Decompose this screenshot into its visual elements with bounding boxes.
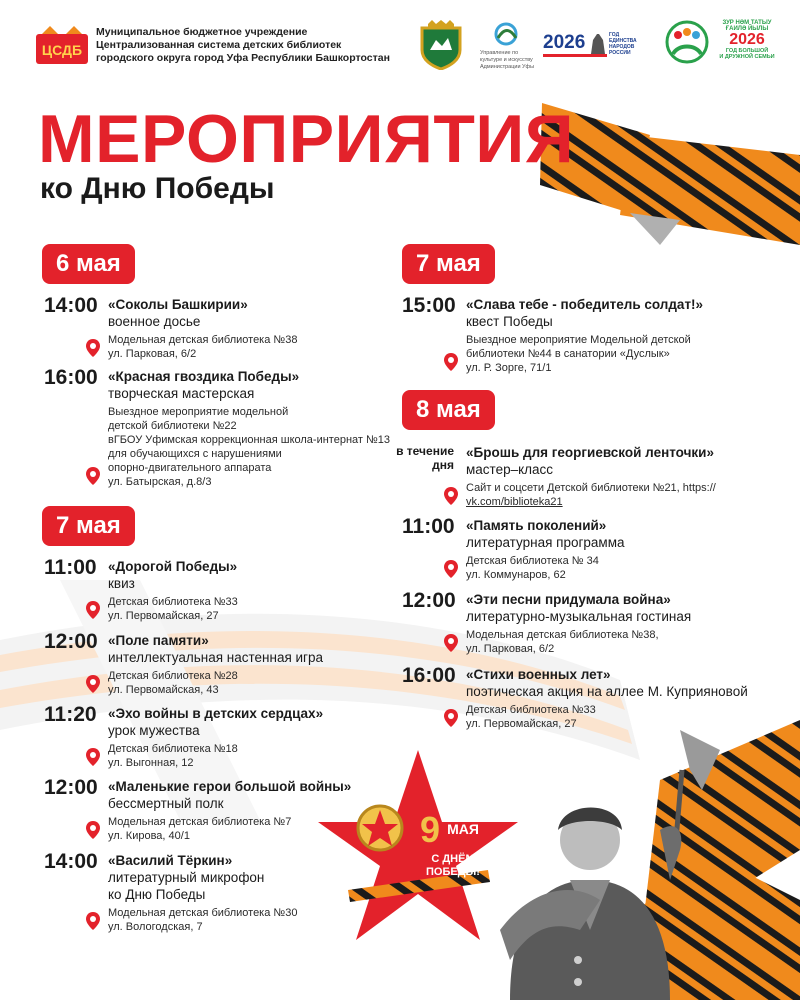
unity-line-3: НАРОДОВ: [609, 44, 635, 50]
svg-text:ЦСДБ: ЦСДБ: [41, 42, 83, 58]
location-pin-icon: [86, 821, 100, 839]
event-title: «Василий Тёркин»: [108, 853, 233, 868]
event-time: 11:00: [44, 556, 97, 579]
date-badge-may-7-right: 7 мая: [402, 244, 495, 284]
event-time: 16:00: [44, 366, 98, 389]
csdb-logo: [36, 26, 88, 64]
event-title: «Красная гвоздика Победы»: [108, 369, 300, 384]
event-type-line-2: ко Дню Победы: [108, 887, 206, 902]
location-pin-icon: [444, 487, 458, 505]
event-address: ул. Р. Зорге, 71/1: [466, 362, 552, 374]
event-time: 16:00: [402, 664, 456, 687]
family-year-text: [712, 20, 782, 60]
event-title: «Дорогой Победы»: [108, 559, 238, 574]
date-badge-may-7-left: 7 мая: [42, 506, 135, 546]
event-location: [108, 333, 408, 361]
event-title: «Маленькие герои большой войны»: [108, 779, 352, 794]
year-of-unity-year: 2026: [543, 32, 586, 53]
event-time: [396, 444, 454, 472]
event-type: литературный микрофон: [108, 870, 265, 885]
year-of-unity-logo: [543, 32, 651, 58]
date-badge-may-8: 8 мая: [402, 390, 495, 430]
event-venue: Детская библиотека № 34: [466, 555, 599, 567]
org-line-2: Централизованная система детских библиотек: [96, 39, 342, 51]
event-address: ул. Парковая, 6/2: [466, 643, 555, 655]
family-year: 2026: [729, 31, 765, 48]
event-title: «Память поколений»: [466, 518, 607, 533]
location-pin-icon: [86, 675, 100, 693]
event-location: [108, 595, 408, 623]
event-location: [466, 333, 786, 375]
location-pin-icon: [86, 339, 100, 357]
header: [0, 0, 800, 90]
org-line-3: городского округа город Уфа Республики Башкортостан: [96, 52, 390, 64]
event-venue: Модельная детская библиотека №7: [108, 816, 292, 828]
event-location: [466, 481, 786, 509]
family-bottom-1: ГОД БОЛЬШОЙ: [725, 48, 769, 54]
location-pin-icon: [86, 601, 100, 619]
family-top-2: ҒАИЛӘ ЙЫЛЫ: [725, 26, 769, 32]
org-line-1: Муниципальное бюджетное учреждение: [96, 26, 308, 38]
star-day-number: 9: [419, 809, 441, 850]
monument-icon: [589, 32, 607, 54]
event-title: «Слава тебе - победитель солдат!»: [466, 297, 704, 312]
unity-line-4: РОССИИ: [609, 50, 631, 56]
event-time: 14:00: [44, 294, 98, 317]
event-location: [466, 628, 786, 656]
event-time: 12:00: [44, 776, 98, 799]
event-time: 11:00: [402, 515, 455, 538]
unity-line-1: ГОД: [609, 32, 620, 38]
location-pin-icon: [444, 709, 458, 727]
event-venue: Модельная детская библиотека №38,: [466, 629, 659, 641]
event-time: 11:20: [44, 703, 97, 726]
event-address: ул. Выгонная, 12: [108, 757, 194, 769]
event-type: бессмертный полк: [108, 796, 224, 811]
vk-link[interactable]: vk.com/biblioteka21: [466, 496, 563, 508]
event-type: литературно-музыкальная гостиная: [466, 609, 692, 624]
event-type: квиз: [108, 576, 135, 591]
event-type: творческая мастерская: [108, 386, 255, 401]
dept-line-2: культуре и искусству: [480, 57, 533, 63]
victory-day-star-badge: [318, 750, 518, 940]
star-greeting-line-2: ПОБЕДЫ!: [426, 866, 480, 878]
dept-line-3: Администрации Уфы: [480, 64, 535, 70]
event-address: ул. Батырская, д.8/3: [108, 476, 212, 488]
event-venue: Детская библиотека №28: [108, 670, 238, 682]
event-type: поэтическая акция на аллее М. Куприяновой: [466, 684, 748, 699]
dept-line-1: Управление по: [480, 50, 519, 56]
family-year-logo-icon: [664, 20, 710, 64]
event-type: литературная программа: [466, 535, 625, 550]
organization-name: [96, 26, 390, 65]
date-badge-may-6: 6 мая: [42, 244, 135, 284]
event-location: [108, 906, 328, 934]
event-title: «Стихи военных лет»: [466, 667, 611, 682]
event-location: [108, 669, 408, 697]
event-address: ул. Кирова, 40/1: [108, 830, 190, 842]
event-venue: Детская библиотека №33: [466, 704, 596, 716]
location-pin-icon: [444, 353, 458, 371]
event-venue-line-1: Выездное мероприятие Модельной детской: [466, 334, 691, 346]
location-pin-icon: [86, 467, 100, 485]
event-venue-line-4: для обучающихся с нарушениями: [108, 448, 282, 460]
event-location: [108, 405, 428, 489]
event-type: военное досье: [108, 314, 201, 329]
page-subtitle: ко Дню Победы: [40, 172, 275, 205]
event-address: ул. Парковая, 6/2: [108, 348, 197, 360]
family-bottom-2: И ДРУЖНОЙ СЕМЬИ: [719, 54, 775, 60]
event-title: «Эхо войны в детских сердцах»: [108, 706, 324, 721]
event-address: ул. Первомайская, 43: [108, 684, 219, 696]
event-venue: Сайт и соцсети Детской библиотеки №21, https://: [466, 482, 716, 494]
location-pin-icon: [86, 748, 100, 766]
event-time-line-1: в течение: [396, 444, 454, 458]
event-venue: Модельная детская библиотека №30: [108, 907, 298, 919]
family-top-1: ЗУР НӘМ ТАТЫУ: [722, 20, 772, 26]
event-time: 14:00: [44, 850, 98, 873]
event-time: 15:00: [402, 294, 456, 317]
event-venue-line-1: Выездное мероприятие модельной: [108, 406, 289, 418]
event-venue-line-5: опорно-двигательного аппарата: [108, 462, 272, 474]
event-address: ул. Вологодская, 7: [108, 921, 203, 933]
event-venue-line-2: детской библиотеки №22: [108, 420, 237, 432]
event-title: «Эти песни придумала война»: [466, 592, 671, 607]
event-title: «Соколы Башкирии»: [108, 297, 248, 312]
event-venue-line-2: библиотеки №44 в санатории «Дуслык»: [466, 348, 670, 360]
star-month: МАЯ: [447, 821, 479, 837]
unity-line-2: ЕДИНСТВА: [609, 38, 637, 44]
page-title: МЕРОПРИЯТИЯ: [38, 101, 575, 177]
event-venue: Модельная детская библиотека №38: [108, 334, 298, 346]
star-greeting-line-1: С ДНЁМ: [431, 853, 475, 865]
event-title: «Брошь для георгиевской ленточки»: [466, 445, 714, 460]
culture-department-name: [480, 50, 534, 71]
culture-department-logo: [486, 20, 526, 50]
event-address: ул. Первомайская, 27: [466, 718, 577, 730]
event-title: «Поле памяти»: [108, 633, 209, 648]
event-type: урок мужества: [108, 723, 200, 738]
event-type: интеллектуальная настенная игра: [108, 650, 323, 665]
location-pin-icon: [86, 912, 100, 930]
event-location: [466, 554, 766, 582]
event-venue: Детская библиотека №33: [108, 596, 238, 608]
location-pin-icon: [444, 560, 458, 578]
event-address: ул. Первомайская, 27: [108, 610, 219, 622]
event-time: 12:00: [402, 589, 456, 612]
event-venue: Детская библиотека №18: [108, 743, 238, 755]
event-time: 12:00: [44, 630, 98, 653]
location-pin-icon: [444, 634, 458, 652]
event-time-line-2: дня: [432, 458, 454, 472]
event-type: мастер–класс: [466, 462, 554, 477]
event-venue-line-3: вГБОУ Уфимская коррекционная школа-интернат №13: [108, 434, 391, 446]
event-type: квест Победы: [466, 314, 553, 329]
ufa-coat-of-arms-icon: [418, 20, 464, 70]
event-address: ул. Коммунаров, 62: [466, 569, 566, 581]
